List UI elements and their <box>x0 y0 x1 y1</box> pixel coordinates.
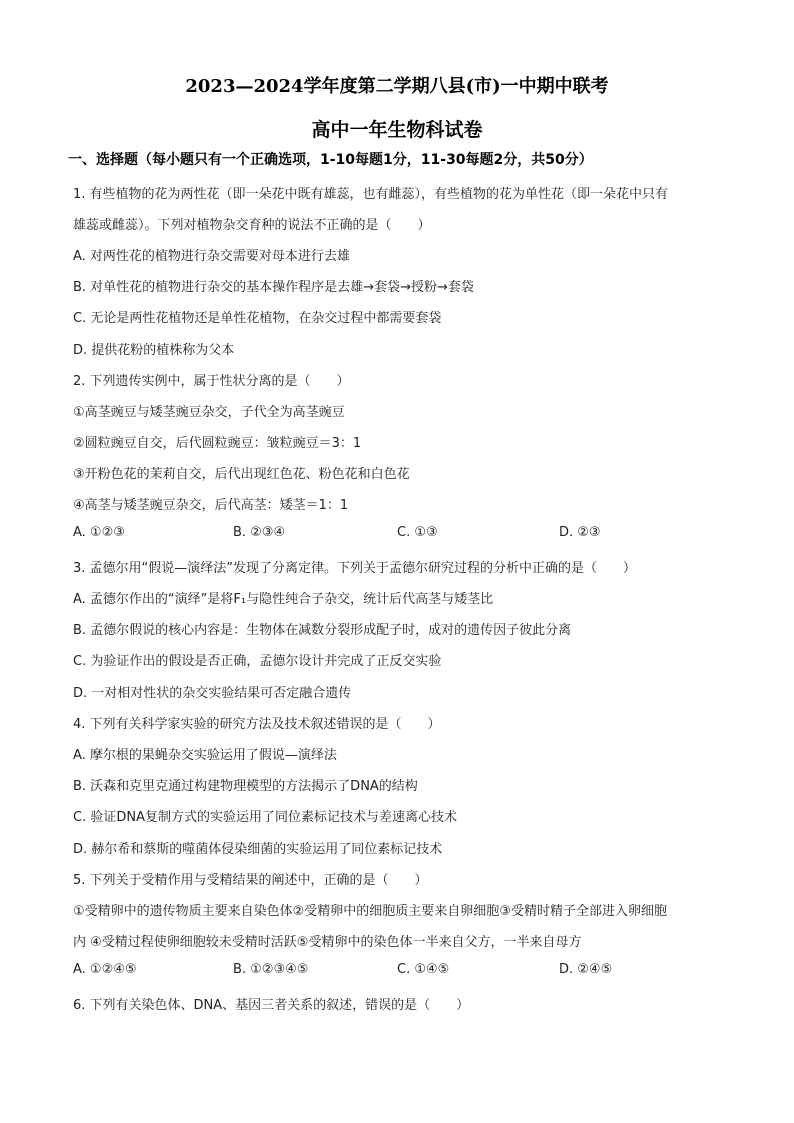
q5-stem: 5. 下列关于受精作用与受精结果的阐述中，正确的是（ ） <box>73 873 428 888</box>
q4-stem: 4. 下列有关科学家实验的研究方法及技术叙述错误的是（ ） <box>73 717 441 732</box>
q2-item-2: ②圆粒豌豆自交，后代圆粒豌豆：皱粒豌豆＝3：1 <box>73 436 362 451</box>
q5-option-c: C. ①④⑤ <box>397 962 450 977</box>
q5-items-line2: 内 ④受精过程使卵细胞较未受精时活跃⑤受精卵中的染色体一半来自父方，一半来自母方 <box>73 935 582 950</box>
q1-stem-line2: 雄蕊或雌蕊）。下列对植物杂交育种的说法不正确的是（ ） <box>73 218 431 233</box>
q5-option-d: D. ②④⑤ <box>559 962 613 977</box>
q5-items-line1: ①受精卵中的遗传物质主要来自染色体②受精卵中的细胞质主要来自卵细胞③受精时精子全部进入卵细胞 <box>73 904 667 919</box>
q1-option-c: C. 无论是两性花植物还是单性花植物，在杂交过程中都需要套袋 <box>73 311 442 326</box>
q3-stem: 3. 孟德尔用“假说—演绎法”发现了分离定律。下列关于孟德尔研究过程的分析中正确的是（ ） <box>73 561 637 576</box>
q3-option-c: C. 为验证作出的假设是否正确，孟德尔设计并完成了正反交实验 <box>73 654 442 669</box>
q4-option-b: B. 沃森和克里克通过构建物理模型的方法揭示了DNA的结构 <box>73 779 418 794</box>
q6-stem: 6. 下列有关染色体、DNA、基因三者关系的叙述，错误的是（ ） <box>73 998 470 1013</box>
q5-option-b: B. ①②③④⑤ <box>233 962 309 977</box>
q3-option-d: D. 一对相对性状的杂交实验结果可否定融合遗传 <box>73 686 352 701</box>
q2-item-4: ④高茎与矮茎豌豆杂交，后代高茎：矮茎＝1：1 <box>73 498 349 513</box>
section-heading: 一、选择题（每小题只有一个正确选项，1-10每题1分，11-30每题2分，共50分） <box>68 152 593 168</box>
q1-option-d: D. 提供花粉的植株称为父本 <box>73 343 235 358</box>
q4-option-d: D. 赫尔希和蔡斯的噬菌体侵染细菌的实验运用了同位素标记技术 <box>73 842 443 857</box>
q4-option-a: A. 摩尔根的果蝇杂交实验运用了假说—演绎法 <box>73 748 337 763</box>
exam-subtitle: 高中一年生物科试卷 <box>311 119 483 141</box>
q5-option-a: A. ①②④⑤ <box>73 962 137 977</box>
q3-option-b: B. 孟德尔假说的核心内容是：生物体在减数分裂形成配子时，成对的遗传因子彼此分离 <box>73 623 572 638</box>
q1-stem-line1: 1. 有些植物的花为两性花（即一朵花中既有雄蕊，也有雌蕊），有些植物的花为单性花（即一朵花中只有 <box>73 187 669 202</box>
q2-option-b: B. ②③④ <box>233 525 286 540</box>
q2-item-1: ①高茎豌豆与矮茎豌豆杂交，子代全为高茎豌豆 <box>73 405 345 420</box>
q4-option-c: C. 验证DNA复制方式的实验运用了同位素标记技术与差速离心技术 <box>73 810 457 825</box>
exam-title: 2023—2024学年度第二学期八县(市)一中期中联考 <box>185 76 609 97</box>
q1-option-b: B. 对单性花的植物进行杂交的基本操作程序是去雄→套袋→授粉→套袋 <box>73 280 474 295</box>
q2-option-c: C. ①③ <box>397 525 438 540</box>
q1-option-a: A. 对两性花的植物进行杂交需要对母本进行去雄 <box>73 249 350 264</box>
q2-stem: 2. 下列遗传实例中，属于性状分离的是（ ） <box>73 374 350 389</box>
q3-option-a: A. 孟德尔作出的“演绎”是将F₁与隐性纯合子杂交，统计后代高茎与矮茎比 <box>73 592 494 607</box>
q2-item-3: ③开粉色花的茉莉自交，后代出现红色花、粉色花和白色花 <box>73 467 410 482</box>
q2-option-a: A. ①②③ <box>73 525 125 540</box>
q2-option-d: D. ②③ <box>559 525 601 540</box>
